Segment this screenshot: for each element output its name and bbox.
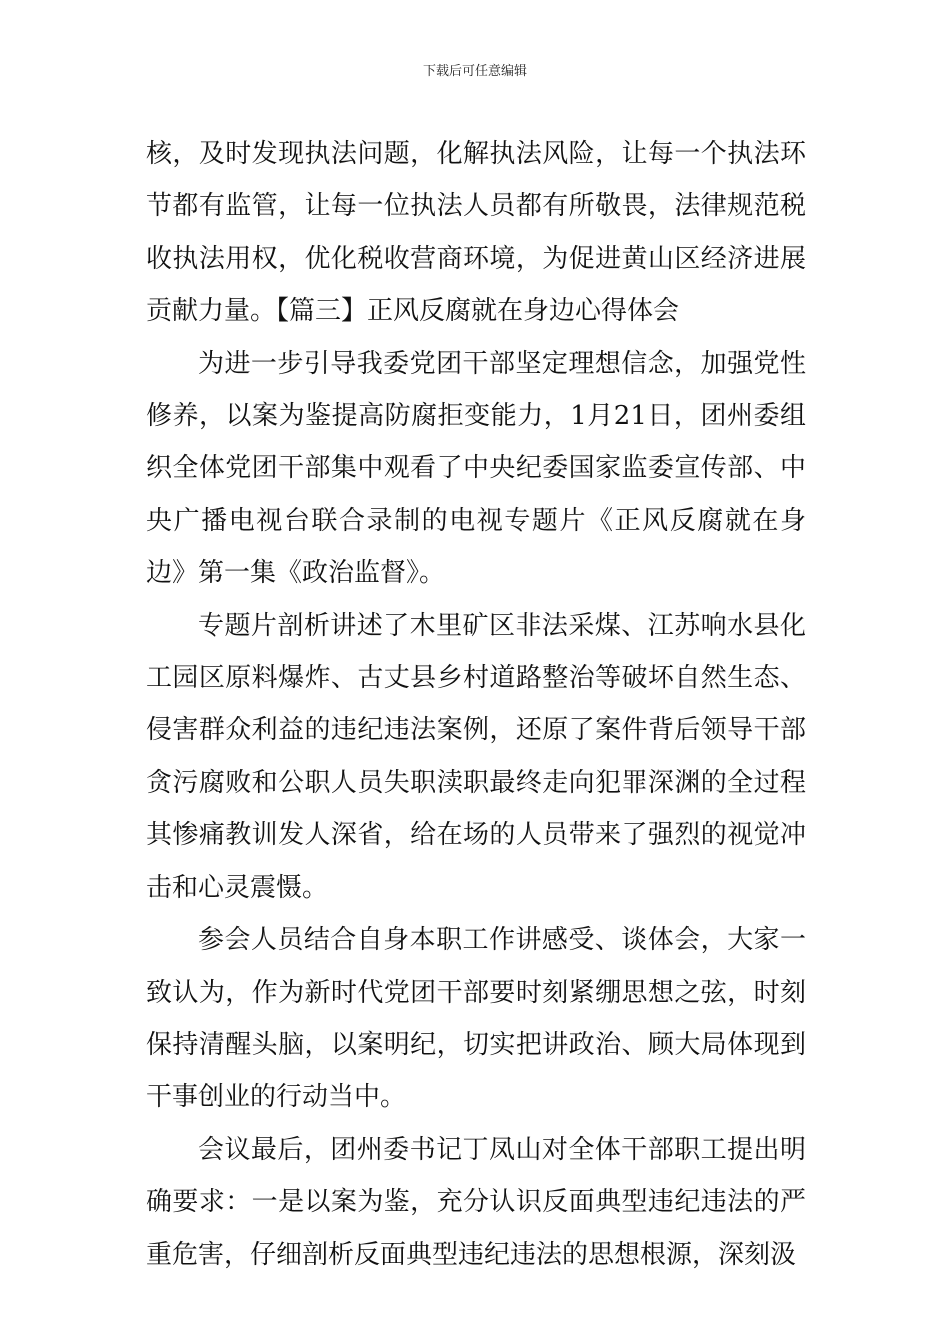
document-body bbox=[146, 128, 806, 1281]
paragraph-attendees: 参会人员结合自身本职工作讲感受、谈体会，大家一致认为，作为新时代党团干部要时刻紧绷思想之弦，时刻保持清醒头脑，以案明纪，切实把讲政治、顾大局体现到干事创业的行动当中。 bbox=[146, 925, 806, 1113]
paragraph-intro: 为进一步引导我委党团干部坚定理想信念，加强党性修养，以案为鉴提高防腐拒变能力，1月21日，团州委组织全体党团干部集中观看了中央纪委国家监委宣传部、中央广播电视台联合录制的电视专题片《正风反腐就在身边》第一集《政治监督》。 bbox=[146, 348, 806, 589]
page-header-note: 下载后可任意编辑 bbox=[422, 64, 527, 79]
paragraph-continuation: 核，及时发现执法问题，化解执法风险，让每一个执法环节都有监管，让每一位执法人员都有所敬畏，法律规范税收执法用权，优化税收营商环境，为促进黄山区经济进展贡献力量。【篇三】正风反腐就在身边心得体会 bbox=[146, 139, 806, 327]
paragraph-documentary: 专题片剖析讲述了木里矿区非法采煤、江苏响水县化工园区原料爆炸、古丈县乡村道路整治等破坏自然生态、侵害群众利益的违纪违法案例，还原了案件背后领导干部贪污腐败和公职人员失职渎职最终走向犯罪深渊的全过程其惨痛教训发人深省，给在场的人员带来了强烈的视觉冲击和心灵震慑。 bbox=[146, 610, 806, 903]
paragraph-conclusion: 会议最后，团州委书记丁凤山对全体干部职工提出明确要求：一是以案为鉴，充分认识反面典型违纪违法的严重危害，仔细剖析反面典型违纪违法的思想根源，深刻汲 bbox=[146, 1134, 806, 1270]
